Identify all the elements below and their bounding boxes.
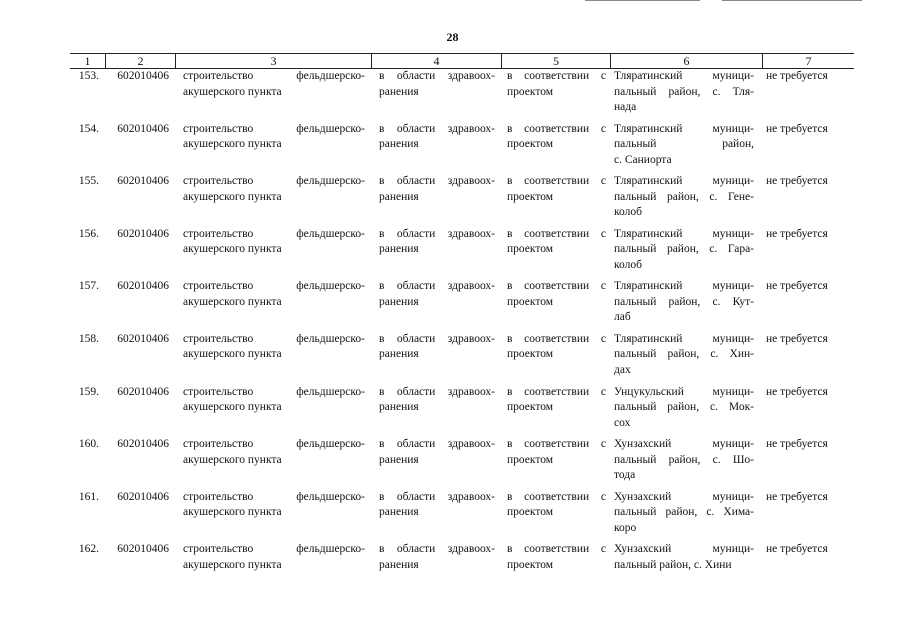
code-cell: 602010406 bbox=[117, 175, 169, 188]
cell-line: строительство фельдшерско- bbox=[183, 385, 365, 398]
place-cell bbox=[610, 68, 762, 121]
cell-line: в области здравоох- bbox=[379, 175, 495, 188]
cell-line: в соответствии с bbox=[507, 227, 606, 240]
cell-line: строительство фельдшерско- bbox=[183, 543, 365, 556]
row-number-cell: 156. bbox=[78, 227, 99, 240]
object-cell bbox=[175, 384, 371, 437]
requirement-cell: не требуется bbox=[766, 227, 828, 240]
table-row bbox=[70, 226, 854, 279]
cell-line: проектом bbox=[507, 190, 554, 203]
cell-line: проектом bbox=[507, 558, 554, 571]
cell-line: Унцукульский муници- bbox=[614, 385, 754, 398]
cell-line: проектом bbox=[507, 401, 554, 414]
object-cell bbox=[175, 541, 371, 594]
table-row bbox=[70, 278, 854, 331]
cell-line: пальный район, с. Гара- bbox=[614, 243, 754, 256]
code-cell: 602010406 bbox=[117, 70, 169, 82]
cell-line: в соответствии с bbox=[507, 175, 606, 188]
cell-line: ранения bbox=[379, 190, 419, 203]
cell-line: пальный район, bbox=[614, 138, 754, 151]
object-cell bbox=[175, 121, 371, 174]
cell-line: ранения bbox=[379, 506, 419, 519]
cell-line: в соответствии с bbox=[507, 490, 606, 503]
cell-line: в соответствии с bbox=[507, 280, 606, 293]
place-cell bbox=[610, 278, 762, 331]
cell-line: акушерского пункта bbox=[183, 295, 282, 308]
object-cell bbox=[175, 173, 371, 226]
basis-cell bbox=[501, 226, 610, 279]
cell-line: в соответствии с bbox=[507, 438, 606, 451]
cell-line: колоб bbox=[614, 206, 642, 219]
basis-cell bbox=[501, 541, 610, 594]
table-row bbox=[70, 384, 854, 437]
object-cell bbox=[175, 489, 371, 542]
cell-line: пальный район, с. Тля- bbox=[614, 85, 754, 98]
table-row bbox=[70, 173, 854, 226]
cell-line: проектом bbox=[507, 506, 554, 519]
cell-line: в соответствии с bbox=[507, 332, 606, 345]
cell-line: в соответствии с bbox=[507, 122, 606, 135]
code-cell: 602010406 bbox=[117, 332, 169, 345]
cell-line: в области здравоох- bbox=[379, 490, 495, 503]
place-cell bbox=[610, 226, 762, 279]
cell-line: ранения bbox=[379, 401, 419, 414]
cell-line: ранения bbox=[379, 453, 419, 466]
object-cell bbox=[175, 226, 371, 279]
cell-line: строительство фельдшерско- bbox=[183, 70, 365, 82]
cell-line: Тляратинский муници- bbox=[614, 332, 754, 345]
cell-line: Хунзахский муници- bbox=[614, 438, 754, 451]
cell-line: пальный район, с. Гене- bbox=[614, 190, 754, 203]
cell-line: ранения bbox=[379, 348, 419, 361]
cell-line: в соответствии с bbox=[507, 543, 606, 556]
cell-line: проектом bbox=[507, 453, 554, 466]
row-number-cell: 158. bbox=[78, 332, 99, 345]
cell-line: пальный район, с. Мок- bbox=[614, 401, 754, 414]
place-cell bbox=[610, 489, 762, 542]
cell-line: лаб bbox=[614, 311, 631, 324]
cell-line: акушерского пункта bbox=[183, 401, 282, 414]
row-number-cell: 159. bbox=[78, 385, 99, 398]
cell-line: акушерского пункта bbox=[183, 506, 282, 519]
code-cell: 602010406 bbox=[117, 490, 169, 503]
cell-line: акушерского пункта bbox=[183, 243, 282, 256]
cell-line: строительство фельдшерско- bbox=[183, 175, 365, 188]
column-header-5: 5 bbox=[501, 54, 610, 68]
code-cell: 602010406 bbox=[117, 280, 169, 293]
cell-line: акушерского пункта bbox=[183, 558, 282, 571]
requirement-cell: не требуется bbox=[766, 332, 828, 345]
top-rule-left bbox=[585, 0, 700, 1]
area-cell bbox=[371, 278, 501, 331]
area-cell bbox=[371, 173, 501, 226]
table-row bbox=[70, 489, 854, 542]
basis-cell bbox=[501, 384, 610, 437]
cell-line: проектом bbox=[507, 243, 554, 256]
place-cell bbox=[610, 331, 762, 384]
area-cell bbox=[371, 121, 501, 174]
cell-line: в области здравоох- bbox=[379, 70, 495, 82]
place-cell bbox=[610, 541, 762, 594]
row-number-cell: 161. bbox=[78, 490, 99, 503]
area-cell bbox=[371, 384, 501, 437]
cell-line: пальный район, с. Хима- bbox=[614, 506, 754, 519]
requirement-cell: не требуется bbox=[766, 385, 828, 398]
area-cell bbox=[371, 541, 501, 594]
cell-line: тода bbox=[614, 469, 636, 482]
column-header-1: 1 bbox=[84, 54, 91, 68]
object-cell bbox=[175, 68, 371, 121]
code-cell: 602010406 bbox=[117, 385, 169, 398]
requirement-cell: не требуется bbox=[766, 70, 828, 82]
cell-line: Тляратинский муници- bbox=[614, 227, 754, 240]
object-cell bbox=[175, 278, 371, 331]
requirement-cell: не требуется bbox=[766, 438, 828, 451]
cell-line: в области здравоох- bbox=[379, 122, 495, 135]
requirement-cell: не требуется bbox=[766, 122, 828, 135]
column-header-2: 2 bbox=[105, 54, 175, 68]
table-row bbox=[70, 68, 854, 121]
cell-line: пальный район, с. Кут- bbox=[614, 295, 754, 308]
cell-line: строительство фельдшерско- bbox=[183, 438, 365, 451]
cell-line: Тляратинский муници- bbox=[614, 175, 754, 188]
cell-line: строительство фельдшерско- bbox=[183, 490, 365, 503]
area-cell bbox=[371, 331, 501, 384]
basis-cell bbox=[501, 121, 610, 174]
column-header-4: 4 bbox=[371, 54, 501, 68]
cell-line: акушерского пункта bbox=[183, 348, 282, 361]
cell-line: Хунзахский муници- bbox=[614, 490, 754, 503]
table-header bbox=[70, 53, 854, 69]
column-header-7: 7 bbox=[762, 54, 854, 68]
cell-line: акушерского пункта bbox=[183, 190, 282, 203]
row-number-cell: 160. bbox=[78, 438, 99, 451]
basis-cell bbox=[501, 278, 610, 331]
top-rule-right bbox=[722, 0, 862, 1]
cell-line: пальный район, с. Хини bbox=[614, 558, 732, 571]
cell-line: ранения bbox=[379, 558, 419, 571]
cell-line: акушерского пункта bbox=[183, 138, 282, 151]
table-row bbox=[70, 331, 854, 384]
cell-line: Тляратинский муници- bbox=[614, 70, 754, 82]
place-cell bbox=[610, 436, 762, 489]
cell-line: проектом bbox=[507, 138, 554, 151]
requirement-cell: не требуется bbox=[766, 543, 828, 556]
cell-line: проектом bbox=[507, 85, 554, 98]
code-cell: 602010406 bbox=[117, 122, 169, 135]
object-cell bbox=[175, 436, 371, 489]
basis-cell bbox=[501, 436, 610, 489]
requirement-cell: не требуется bbox=[766, 175, 828, 188]
cell-line: Хунзахский муници- bbox=[614, 543, 754, 556]
cell-line: строительство фельдшерско- bbox=[183, 227, 365, 240]
area-cell bbox=[371, 436, 501, 489]
table-body bbox=[70, 68, 854, 594]
cell-line: в области здравоох- bbox=[379, 227, 495, 240]
area-cell bbox=[371, 226, 501, 279]
table-row bbox=[70, 121, 854, 174]
table-row bbox=[70, 436, 854, 489]
cell-line: в области здравоох- bbox=[379, 385, 495, 398]
basis-cell bbox=[501, 173, 610, 226]
cell-line: в соответствии с bbox=[507, 385, 606, 398]
row-number-cell: 162. bbox=[78, 543, 99, 556]
place-cell bbox=[610, 121, 762, 174]
column-header-3: 3 bbox=[175, 54, 371, 68]
cell-line: в области здравоох- bbox=[379, 438, 495, 451]
cell-line: ранения bbox=[379, 85, 419, 98]
table-row bbox=[70, 541, 854, 594]
basis-cell bbox=[501, 68, 610, 121]
place-cell bbox=[610, 384, 762, 437]
cell-line: в области здравоох- bbox=[379, 543, 495, 556]
cell-line: строительство фельдшерско- bbox=[183, 332, 365, 345]
cell-line: сох bbox=[614, 416, 631, 429]
cell-line: проектом bbox=[507, 295, 554, 308]
cell-line: ранения bbox=[379, 295, 419, 308]
code-cell: 602010406 bbox=[117, 438, 169, 451]
cell-line: пальный район, с. Хин- bbox=[614, 348, 754, 361]
row-number-cell: 154. bbox=[78, 122, 99, 135]
cell-line: в области здравоох- bbox=[379, 332, 495, 345]
cell-line: строительство фельдшерско- bbox=[183, 122, 365, 135]
cell-line: дах bbox=[614, 363, 631, 376]
cell-line: ранения bbox=[379, 138, 419, 151]
cell-line: акушерского пункта bbox=[183, 453, 282, 466]
place-cell bbox=[610, 173, 762, 226]
code-cell: 602010406 bbox=[117, 543, 169, 556]
cell-line: колоб bbox=[614, 258, 642, 271]
area-cell bbox=[371, 68, 501, 121]
cell-line: в соответствии с bbox=[507, 70, 606, 82]
requirement-cell: не требуется bbox=[766, 490, 828, 503]
requirement-cell: не требуется bbox=[766, 280, 828, 293]
row-number-cell: 153. bbox=[78, 70, 99, 82]
cell-line: нада bbox=[614, 101, 637, 113]
page-number: 28 bbox=[446, 30, 459, 44]
cell-line: с. Саниорта bbox=[614, 153, 672, 166]
cell-line: в области здравоох- bbox=[379, 280, 495, 293]
area-cell bbox=[371, 489, 501, 542]
cell-line: пальный район, с. Шо- bbox=[614, 453, 754, 466]
column-header-6: 6 bbox=[610, 54, 762, 68]
cell-line: строительство фельдшерско- bbox=[183, 280, 365, 293]
cell-line: Тляратинский муници- bbox=[614, 122, 754, 135]
row-number-cell: 155. bbox=[78, 175, 99, 188]
code-cell: 602010406 bbox=[117, 227, 169, 240]
object-cell bbox=[175, 331, 371, 384]
cell-line: ранения bbox=[379, 243, 419, 256]
basis-cell bbox=[501, 489, 610, 542]
basis-cell bbox=[501, 331, 610, 384]
cell-line: коро bbox=[614, 521, 637, 534]
cell-line: проектом bbox=[507, 348, 554, 361]
cell-line: акушерского пункта bbox=[183, 85, 282, 98]
cell-line: Тляратинский муници- bbox=[614, 280, 754, 293]
row-number-cell: 157. bbox=[78, 280, 99, 293]
